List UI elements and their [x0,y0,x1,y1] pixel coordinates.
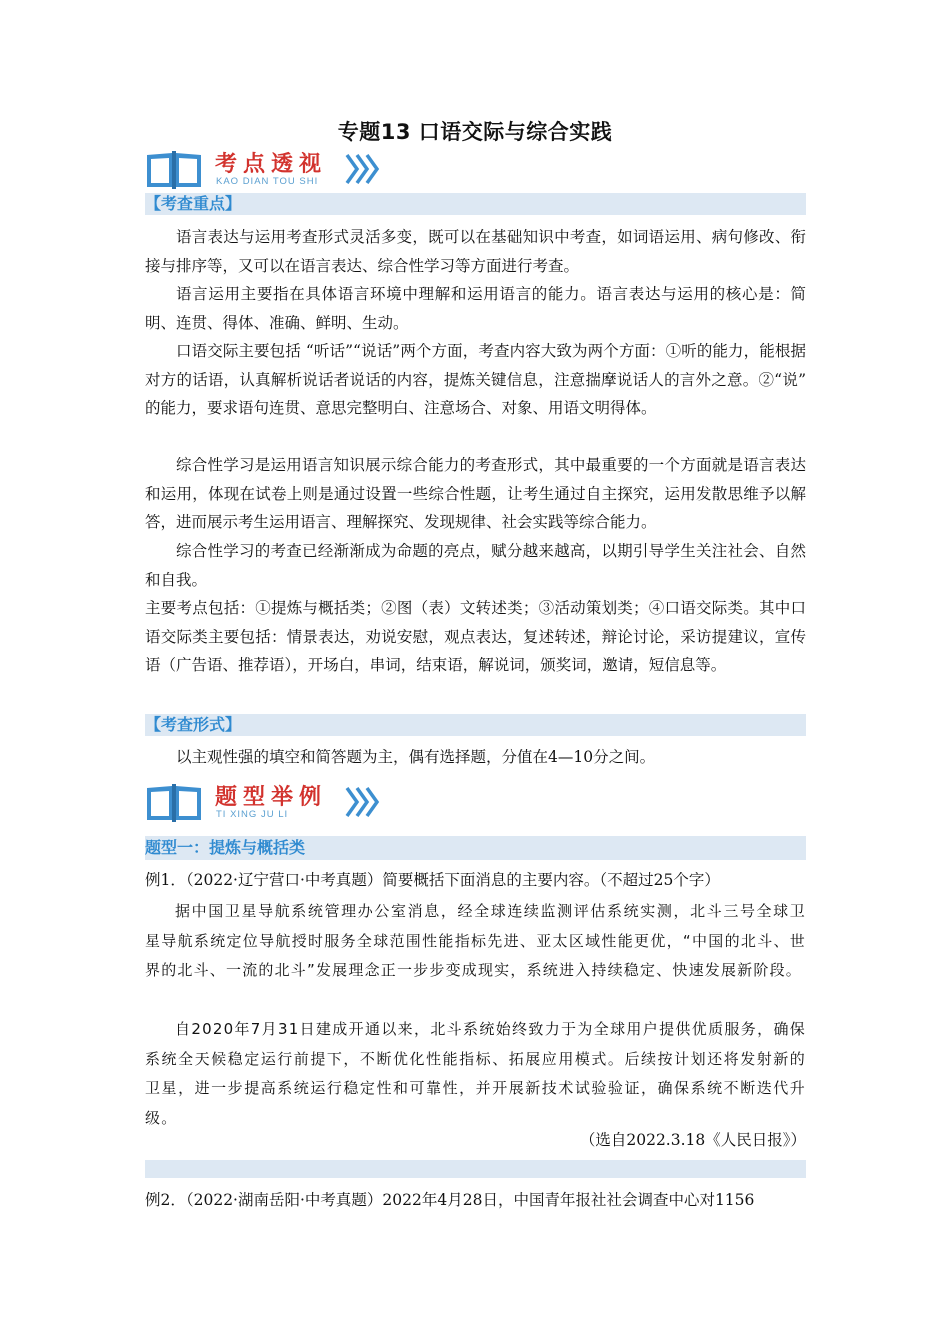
paragraph: 语言表达与运用考查形式灵活多变，既可以在基础知识中考查，如词语运用、病句修改、衔接与排序等，又可以在语言表达、综合性学习等方面进行考查。 [145,228,806,275]
banner-tixing [145,780,405,826]
chevrons-right-icon [345,153,381,185]
passage-paragraph: 据中国卫星导航系统管理办公室消息，经全球连续监测评估系统实测，北斗三号全球卫星导航系统定位导航授时服务全球范围性能指标先进、亚太区域性能更优，“中国的北斗、世界的北斗、一流的北斗”发展理念正一步步变成现实，系统进入持续稳定、快速发展新阶段。 [145,902,806,979]
banner-kaodian [145,147,405,193]
passage-paragraph: 自2020年7月31日建成开通以来，北斗系统始终致力于为全球用户提供优质服务，确保系统全天候稳定运行前提下，不断优化性能指标、拓展应用模式。后续按计划还将发射新的卫星，进一步提高系统运行稳定性和可靠性，并开展新技术试验验证，确保系统不断迭代升级。 [145,1020,806,1127]
page-title: 专题13 口语交际与综合实践 [337,120,613,144]
section-heading-form: 【考查形式】 [145,714,806,736]
open-book-icon [145,149,203,189]
example-prompt: 例1．（2022·辽宁营口·中考真题）简要概括下面消息的主要内容。（不超过25个字） [145,871,720,889]
banner-subtitle: KAO DIAN TOU SHI [216,176,319,187]
section-heading-focus: 【考查重点】 [145,193,806,215]
paragraph: 综合性学习的考查已经渐渐成为命题的亮点，赋分越来越高，以期引导学生关注社会、自然和自我。 [145,542,806,589]
banner-title: 考点透视 [215,152,328,177]
answer-area [145,1160,806,1178]
paragraph: 主要考点包括：①提炼与概括类；②图（表）文转述类；③活动策划类；④口语交际类。其中口语交际类主要包括：情景表达，劝说安慰，观点表达，复述转述，辩论讨论，采访提建议，宣传语（广告语、推荐语），开场白，串词，结束语，解说词，颁奖词，邀请，短信息等。 [145,599,806,674]
passage-source: （选自2022.3.18《人民日报》） [579,1131,806,1149]
paragraph: 以主观性强的填空和简答题为主，偶有选择题，分值在4—10分之间。 [176,748,656,766]
chevrons-right-icon [345,786,381,818]
type-heading: 题型一：提炼与概括类 [145,836,806,860]
paragraph: 综合性学习是运用语言知识展示综合能力的考查形式，其中最重要的一个方面就是语言表达和运用，体现在试卷上则是通过设置一些综合性题，让考生通过自主探究，运用发散思维予以解答，进而展示考生运用语言、理解探究、发现规律、社会实践等综合能力。 [145,456,806,531]
open-book-icon [145,782,203,822]
example-prompt: 例2．（2022·湖南岳阳·中考真题）2022年4月28日，中国青年报社社会调查中心对1156 [145,1191,755,1209]
banner-subtitle: TI XING JU LI [216,809,289,820]
paragraph: 口语交际主要包括 “听话”“说话”两个方面，考查内容大致为两个方面：①听的能力，能根据对方的话语，认真解析说话者说话的内容，提炼关键信息，注意揣摩说话人的言外之意。②“说” 的能力，要求语句连贯、意思完整明白、注意场合、对象、用语文明得体。 [145,342,806,417]
paragraph: 语言运用主要指在具体语言环境中理解和运用语言的能力。语言表达与运用的核心是：简明、连贯、得体、准确、鲜明、生动。 [145,285,806,332]
banner-title: 题型举例 [215,785,328,810]
